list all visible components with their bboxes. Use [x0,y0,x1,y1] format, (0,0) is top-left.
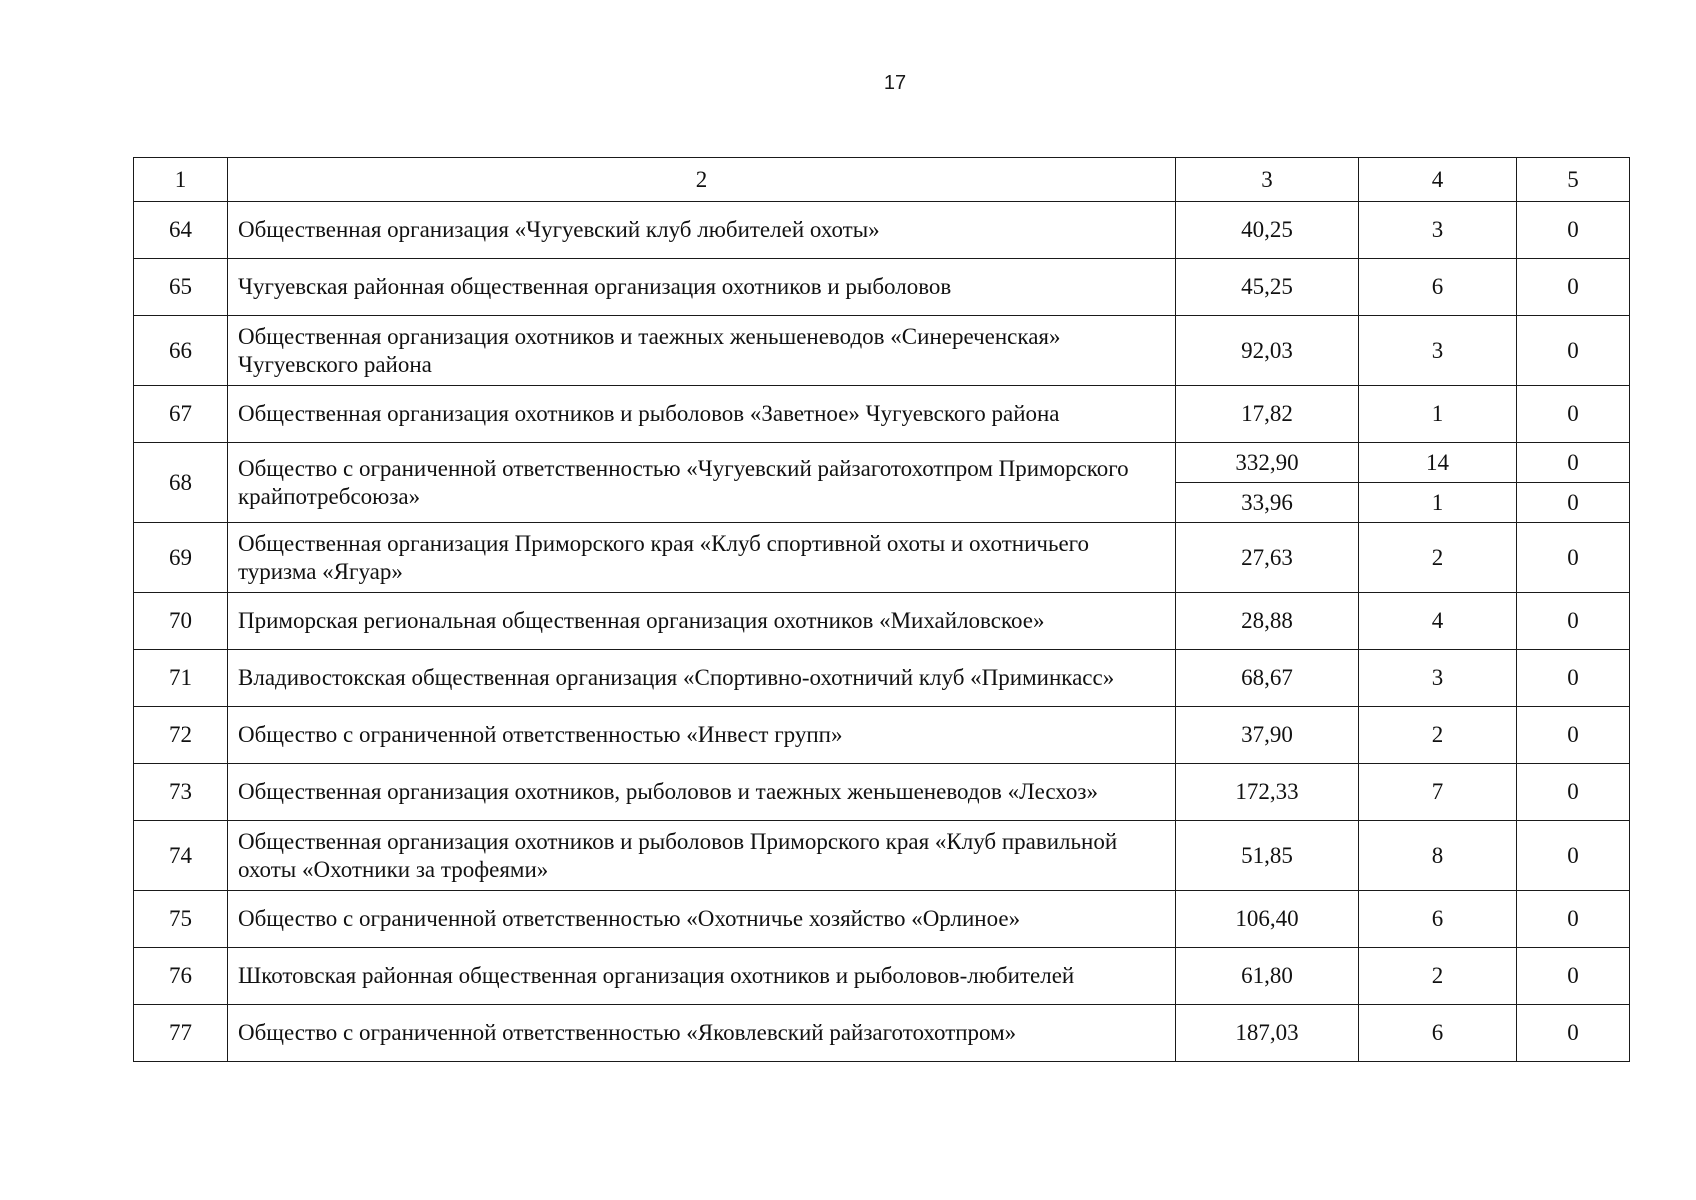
column-5-value: 0 [1517,259,1630,316]
column-5-value: 0 [1517,202,1630,259]
table-row [134,1005,1630,1062]
page-number: 17 [883,72,907,94]
column-4-value: 2 [1359,523,1517,593]
organization-name: Владивостокская общественная организация «Спортивно-охотничий клуб «Приминкасс» [228,650,1176,707]
column-3-value: 17,82 [1176,386,1359,443]
row-number: 77 [134,1005,228,1062]
column-header: 1 [134,158,228,202]
row-number: 65 [134,259,228,316]
column-5-value: 0 [1517,593,1630,650]
column-4-value: 3 [1359,202,1517,259]
table-row [134,202,1630,259]
column-3-value: 106,40 [1176,891,1359,948]
organization-name: Общественная организация охотников, рыболовов и таежных женьшеневодов «Лесхоз» [228,764,1176,821]
row-number: 74 [134,821,228,891]
organization-name: Общество с ограниченной ответственностью «Чугуевский райзаготохотпром Приморского крайпотребсоюза» [228,443,1176,523]
column-5-value: 0 [1517,443,1630,483]
table-row [134,443,1630,483]
organization-name: Общество с ограниченной ответственностью «Инвест групп» [228,707,1176,764]
table-header-row [134,158,1630,202]
table-row [134,386,1630,443]
table-row [134,764,1630,821]
column-4-value: 7 [1359,764,1517,821]
column-4-value: 4 [1359,593,1517,650]
hunting-grounds-table-wrap [133,157,1629,1062]
row-number: 69 [134,523,228,593]
column-3-value: 37,90 [1176,707,1359,764]
organization-name: Общество с ограниченной ответственностью «Яковлевский райзаготохотпром» [228,1005,1176,1062]
column-5-value: 0 [1517,764,1630,821]
organization-name: Общественная организация охотников и рыболовов Приморского края «Клуб правильной охоты «Охотники за трофеями» [228,821,1176,891]
column-5-value: 0 [1517,523,1630,593]
row-number: 68 [134,443,228,523]
row-number: 75 [134,891,228,948]
row-number: 76 [134,948,228,1005]
column-3-value: 92,03 [1176,316,1359,386]
column-5-value: 0 [1517,650,1630,707]
organization-name: Общественная организация охотников и рыболовов «Заветное» Чугуевского района [228,386,1176,443]
column-4-value: 3 [1359,316,1517,386]
column-3-value: 68,67 [1176,650,1359,707]
table-row [134,891,1630,948]
column-4-value: 6 [1359,259,1517,316]
organization-name: Общество с ограниченной ответственностью «Охотничье хозяйство «Орлиное» [228,891,1176,948]
row-number: 64 [134,202,228,259]
row-number: 70 [134,593,228,650]
column-header: 2 [228,158,1176,202]
row-number: 71 [134,650,228,707]
column-3-value: 51,85 [1176,821,1359,891]
organization-name: Общественная организация «Чугуевский клуб любителей охоты» [228,202,1176,259]
column-3-value: 45,25 [1176,259,1359,316]
table-row [134,593,1630,650]
column-5-value: 0 [1517,821,1630,891]
column-5-value: 0 [1517,316,1630,386]
organization-name: Общественная организация охотников и таежных женьшеневодов «Синереченская» Чугуевского района [228,316,1176,386]
column-4-value: 1 [1359,483,1517,523]
column-3-value: 33,96 [1176,483,1359,523]
column-4-value: 1 [1359,386,1517,443]
column-header: 4 [1359,158,1517,202]
column-3-value: 40,25 [1176,202,1359,259]
table-row [134,316,1630,386]
column-3-value: 332,90 [1176,443,1359,483]
column-3-value: 172,33 [1176,764,1359,821]
column-3-value: 61,80 [1176,948,1359,1005]
column-4-value: 8 [1359,821,1517,891]
column-5-value: 0 [1517,948,1630,1005]
row-number: 67 [134,386,228,443]
table-row [134,650,1630,707]
column-4-value: 2 [1359,948,1517,1005]
column-4-value: 2 [1359,707,1517,764]
table-row [134,523,1630,593]
column-header: 5 [1517,158,1630,202]
table-row [134,707,1630,764]
organization-name: Шкотовская районная общественная организация охотников и рыболовов-любителей [228,948,1176,1005]
column-3-value: 187,03 [1176,1005,1359,1062]
table-row [134,948,1630,1005]
hunting-grounds-table [133,157,1630,1062]
column-5-value: 0 [1517,483,1630,523]
column-4-value: 14 [1359,443,1517,483]
organization-name: Общественная организация Приморского края «Клуб спортивной охоты и охотничьего туризма «Ягуар» [228,523,1176,593]
organization-name: Приморская региональная общественная организация охотников «Михайловское» [228,593,1176,650]
column-5-value: 0 [1517,707,1630,764]
row-number: 72 [134,707,228,764]
column-5-value: 0 [1517,1005,1630,1062]
organization-name: Чугуевская районная общественная организация охотников и рыболовов [228,259,1176,316]
column-4-value: 6 [1359,891,1517,948]
column-4-value: 6 [1359,1005,1517,1062]
column-4-value: 3 [1359,650,1517,707]
table-row [134,821,1630,891]
row-number: 66 [134,316,228,386]
table-row [134,259,1630,316]
column-5-value: 0 [1517,891,1630,948]
column-3-value: 28,88 [1176,593,1359,650]
column-3-value: 27,63 [1176,523,1359,593]
row-number: 73 [134,764,228,821]
column-header: 3 [1176,158,1359,202]
column-5-value: 0 [1517,386,1630,443]
